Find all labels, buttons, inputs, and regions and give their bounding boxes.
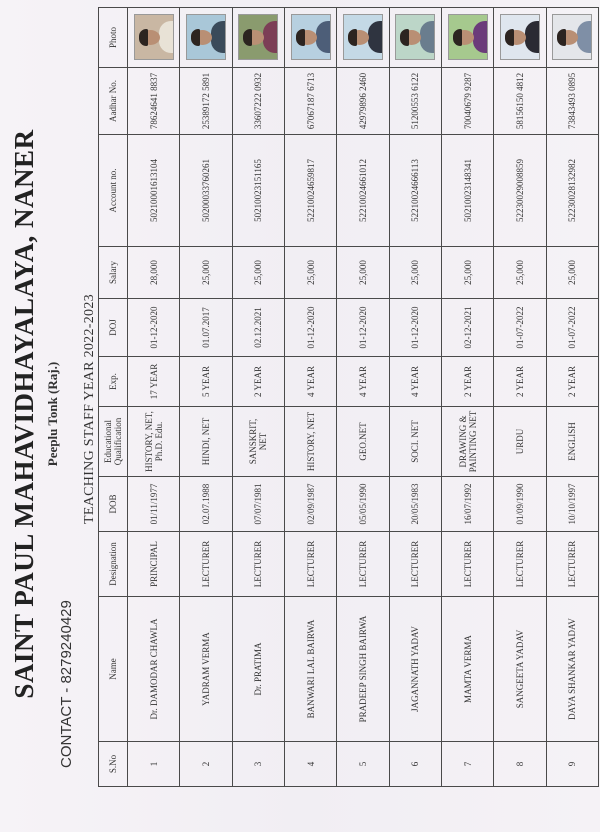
cell-doj: 01.07.2017 [180,299,232,357]
cell-dob: 16/07/1992 [441,477,493,532]
cell-dob: 02.07.1988 [180,477,232,532]
cell-photo [546,8,598,68]
cell-photo [337,8,389,68]
col-photo-header: Photo [99,8,128,68]
cell-dob: 05/05/1990 [337,477,389,532]
cell-aadhar: 25389172 5891 [180,68,232,135]
table-row [232,8,284,787]
table-header-row [99,8,128,787]
cell-designation: PRINCIPAL [128,532,180,597]
cell-dob: 20/05/1983 [389,477,441,532]
cell-exp: 2 YEAR [441,357,493,407]
staff-photo [552,15,592,61]
cell-sno: 4 [284,742,336,787]
staff-photo [186,15,226,61]
col-name-header: Name [99,597,128,742]
cell-designation: LECTURER [441,532,493,597]
cell-account: 52210024661012 [337,135,389,247]
cell-name: BANWARI LAL BAIRWA [284,597,336,742]
cell-aadhar: 33607222 0932 [232,68,284,135]
cell-account: 52210024666113 [389,135,441,247]
cell-exp: 5 YEAR [180,357,232,407]
col-aadhar-header: Aadhar No. [99,68,128,135]
cell-photo [389,8,441,68]
table-row [546,8,598,787]
cell-designation: LECTURER [337,532,389,597]
cell-sno: 6 [389,742,441,787]
cell-account: 52210024659817 [284,135,336,247]
cell-designation: LECTURER [389,532,441,597]
cell-salary: 25,000 [180,247,232,299]
cell-account: 52230029008859 [494,135,546,247]
col-sno-header: S.No [99,742,128,787]
cell-photo [441,8,493,68]
cell-sno: 3 [232,742,284,787]
table-row [284,8,336,787]
cell-name: Dr. PRATIMA [232,597,284,742]
cell-dob: 02/09/1987 [284,477,336,532]
col-dob-header: DOB [99,477,128,532]
staff-photo [134,15,174,61]
cell-exp: 4 YEAR [389,357,441,407]
cell-salary: 25,000 [546,247,598,299]
table-row [337,8,389,787]
cell-doj: 02-12-2021 [441,299,493,357]
cell-aadhar: 67067187 6713 [284,68,336,135]
cell-salary: 25,000 [232,247,284,299]
cell-exp: 4 YEAR [284,357,336,407]
cell-aadhar: 58156150 4812 [494,68,546,135]
col-designation-header: Designation [99,532,128,597]
cell-salary: 25,000 [337,247,389,299]
table-row [180,8,232,787]
cell-qualification: DRAWING & PAINTING NET [441,407,493,477]
cell-designation: LECTURER [232,532,284,597]
cell-qualification: GEO.NET [337,407,389,477]
cell-qualification: SOCI. NET [389,407,441,477]
cell-photo [232,8,284,68]
cell-name: Dr. DAMODAR CHAWLA [128,597,180,742]
cell-exp: 4 YEAR [337,357,389,407]
cell-aadhar: 70040679 9287 [441,68,493,135]
staff-session-heading: TEACHING STAFF YEAR 2022-2023 [82,294,97,524]
col-doj-header: DOJ [99,299,128,357]
cell-dob: 10/10/1997 [546,477,598,532]
table-row [494,8,546,787]
table-row [389,8,441,787]
staff-photo [343,15,383,61]
cell-dob: 01/09/1990 [494,477,546,532]
contact-number: CONTACT - 8279240429 [58,600,75,768]
cell-salary: 25,000 [494,247,546,299]
cell-dob: 07/07/1981 [232,477,284,532]
cell-exp: 2 YEAR [546,357,598,407]
cell-doj: 01-12-2020 [284,299,336,357]
staff-photo [500,15,540,61]
col-account-header: Account no. [99,135,128,247]
cell-qualification: URDU [494,407,546,477]
staff-photo [448,15,488,61]
cell-doj: 01-12-2020 [128,299,180,357]
col-salary-header: Salary [99,247,128,299]
cell-name: PRADEEP SINGH BAIRWA [337,597,389,742]
cell-designation: LECTURER [284,532,336,597]
cell-designation: LECTURER [494,532,546,597]
cell-account: 50210001613104 [128,135,180,247]
staff-photo [395,15,435,61]
cell-photo [494,8,546,68]
cell-name: MAMTA VERMA [441,597,493,742]
cell-aadhar: 51200553 6122 [389,68,441,135]
cell-dob: 01/11/1977 [128,477,180,532]
cell-account: 50200033760261 [180,135,232,247]
cell-account: 50210023151165 [232,135,284,247]
cell-salary: 25,000 [284,247,336,299]
cell-doj: 01-12-2020 [337,299,389,357]
cell-name: SANGEETA YADAV [494,597,546,742]
cell-name: YADRAM VERMA [180,597,232,742]
cell-qualification: HISTORY, NET [284,407,336,477]
cell-qualification: ENGLISH [546,407,598,477]
cell-exp: 2 YEAR [494,357,546,407]
cell-name: DAYA SHANKAR YADAV [546,597,598,742]
cell-exp: 2 YEAR [232,357,284,407]
cell-account: 52230028132982 [546,135,598,247]
staff-photo [291,15,331,61]
cell-exp: 17 YEAR [128,357,180,407]
cell-aadhar: 42979896 2460 [337,68,389,135]
cell-aadhar: 78624641 8837 [128,68,180,135]
cell-photo [128,8,180,68]
cell-sno: 8 [494,742,546,787]
cell-account: 50210023148341 [441,135,493,247]
cell-sno: 2 [180,742,232,787]
cell-designation: LECTURER [546,532,598,597]
table-row [128,8,180,787]
cell-salary: 28,000 [128,247,180,299]
cell-photo [284,8,336,68]
staff-table [98,7,599,787]
cell-doj: 01-07-2022 [494,299,546,357]
cell-doj: 01-12-2020 [389,299,441,357]
cell-doj: 01-07-2022 [546,299,598,357]
cell-qualification: HINDI, NET [180,407,232,477]
cell-doj: 02.12.2021 [232,299,284,357]
cell-salary: 25,000 [389,247,441,299]
cell-qualification: SANSKRIT, NET [232,407,284,477]
cell-sno: 9 [546,742,598,787]
cell-sno: 7 [441,742,493,787]
cell-photo [180,8,232,68]
staff-photo [238,15,278,61]
col-qualification-header: Educational Qualification [99,407,128,477]
cell-salary: 25,000 [441,247,493,299]
col-exp-header: Exp. [99,357,128,407]
cell-sno: 5 [337,742,389,787]
college-address: Peeplu Tonk (Raj.) [45,361,60,467]
cell-qualification: HISTORY, NET, Ph.D. Edu. [128,407,180,477]
cell-designation: LECTURER [180,532,232,597]
cell-sno: 1 [128,742,180,787]
cell-aadhar: 73843493 0895 [546,68,598,135]
table-row [441,8,493,787]
college-title: SAINT PAUL MAHAVIDHAYALAYA, NANER [9,129,39,699]
cell-name: JAGANNATH YADAV [389,597,441,742]
